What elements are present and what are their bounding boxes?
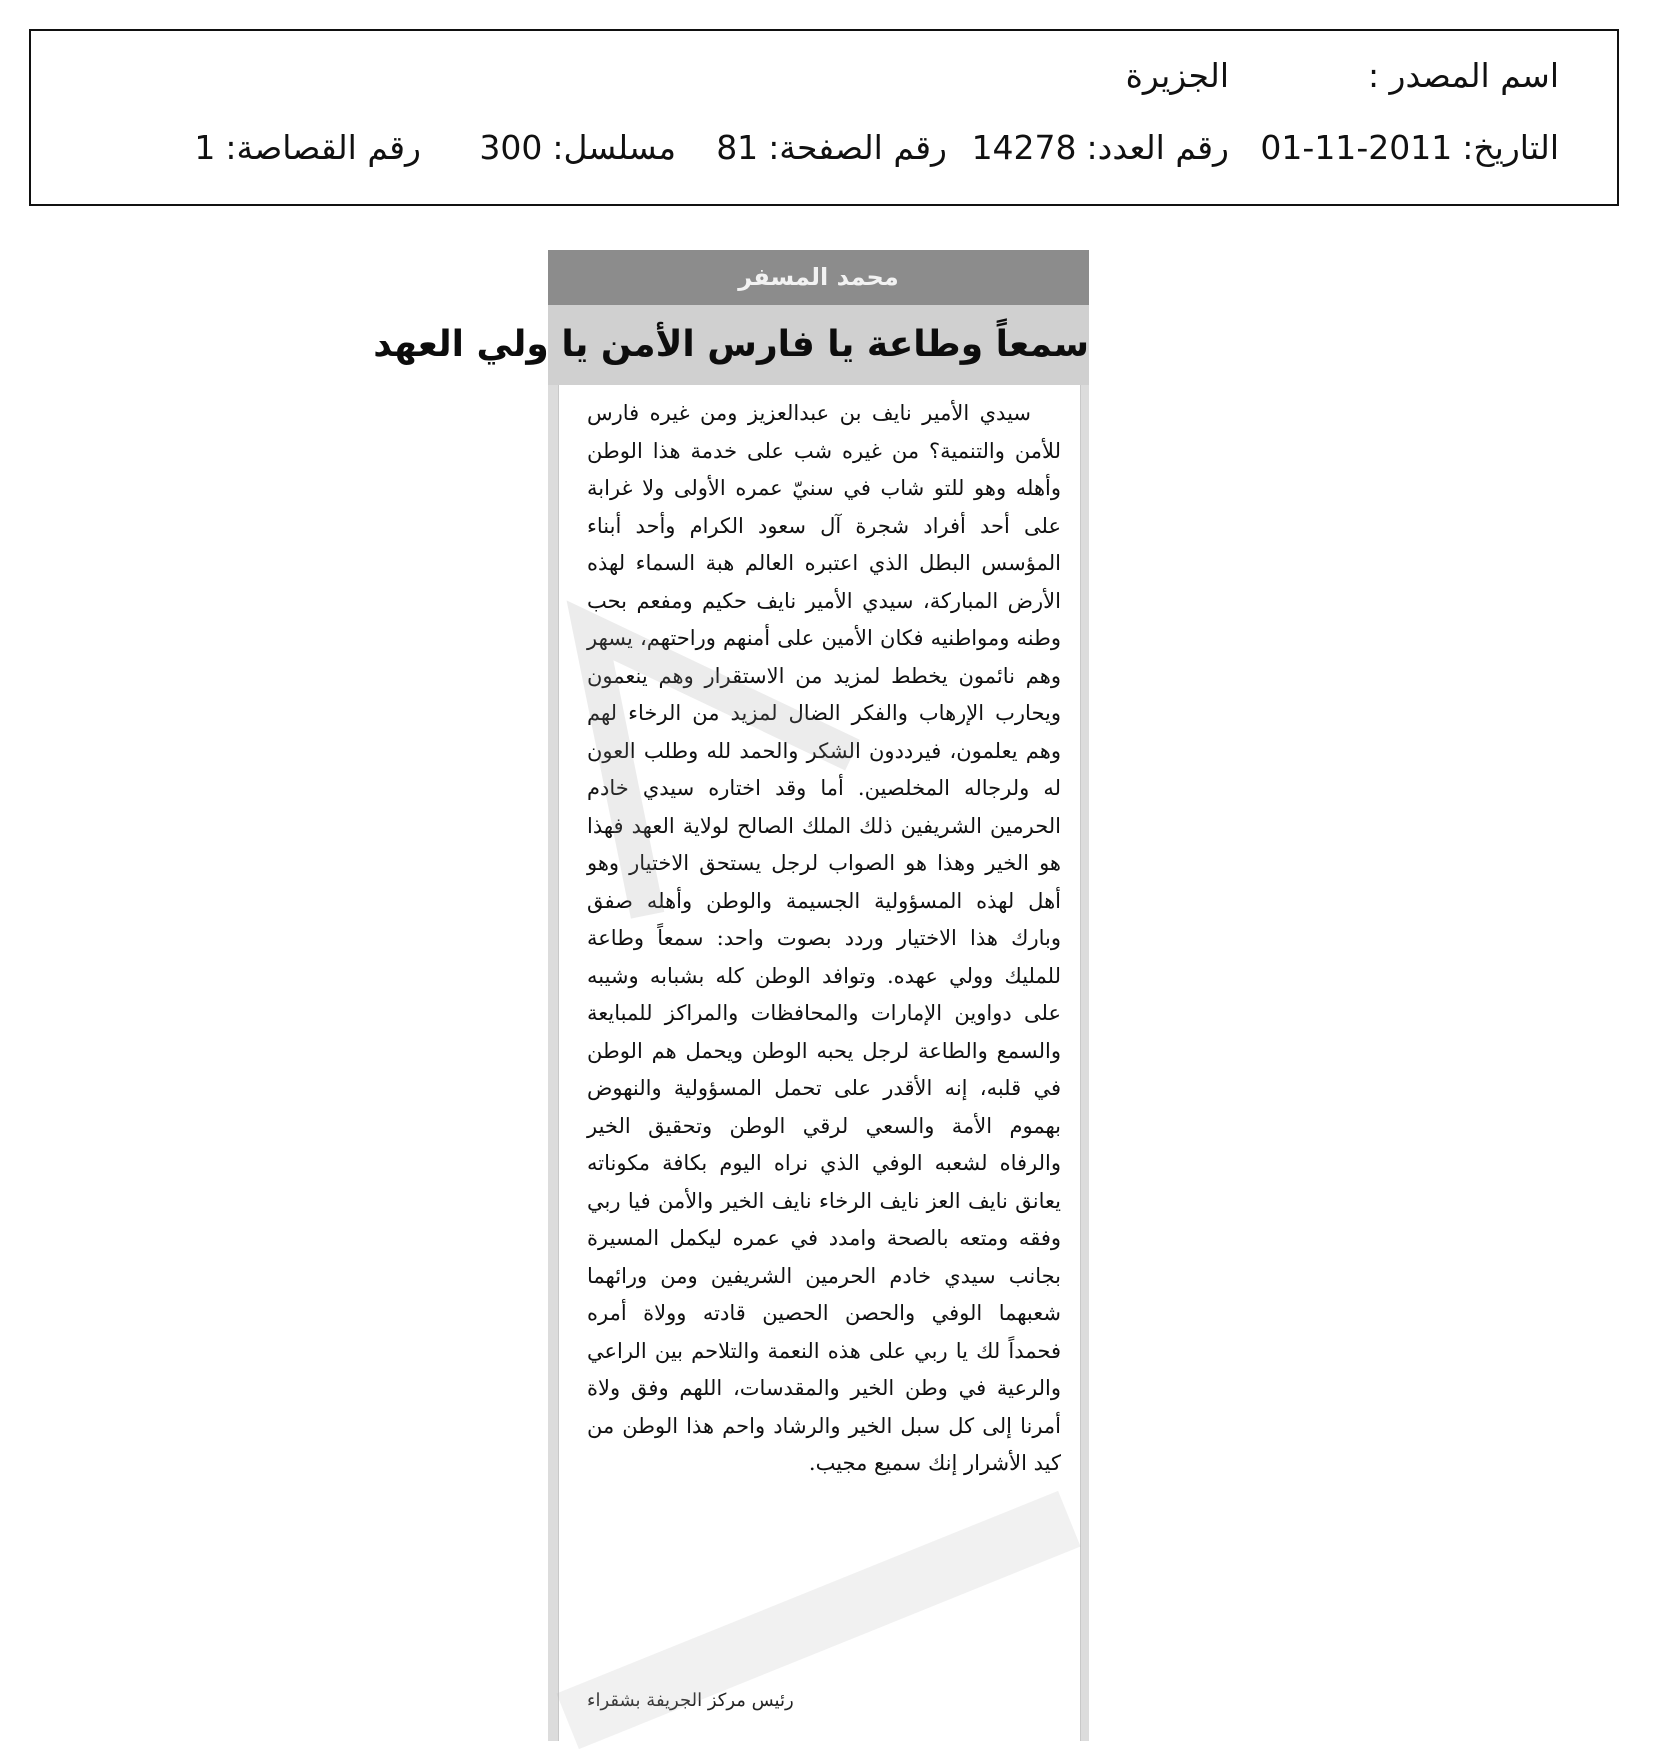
author-name: محمد المسفر — [548, 250, 1089, 305]
article-text — [587, 395, 1061, 1483]
page-field — [716, 128, 947, 167]
issue-label: رقم العدد: — [1086, 128, 1229, 167]
issue-value: 14278 — [971, 128, 1077, 167]
clipping-metadata-box — [29, 29, 1619, 206]
serial-label: مسلسل: — [552, 128, 676, 167]
author-signature: رئيس مركز الجريفة بشقراء — [587, 1690, 794, 1711]
serial-value: 300 — [479, 128, 543, 167]
source-label: اسم المصدر : — [1367, 56, 1559, 95]
article-paragraph: سيدي الأمير نايف بن عبدالعزيز ومن غيره فارس للأمن والتنمية؟ من غيره شب على خدمة هذا الوطن وأهله وهو للتو شاب في سنيّ عمره الأولى ولا غرابة على أحد أفراد شجرة آل سعود الكرام وأحد أبناء المؤسس البطل الذي اعتبره العالم هبة السماء لهذه الأرض المباركة، سيدي الأمير نايف حكيم ومفعم بحب وطنه ومواطنيه فكان الأمين على أمنهم وراحتهم، يسهر وهم نائمون يخطط لمزيد من الاستقرار وهم ينعمون ويحارب الإرهاب والفكر الضال لمزيد من الرخاء لهم وهم يعلمون، فيرددون الشكر والحمد لله وطلب العون له ولرجاله المخلصين. أما وقد اختاره سيدي خادم الحرمين الشريفين ذلك الملك الصالح لولاية العهد فهذا هو الخير وهذا هو الصواب لرجل يستحق الاختيار وهو أهل لهذه المسؤولية الجسيمة والوطن وأهله صفق وبارك هذا الاختيار وردد بصوت واحد: سمعاً وطاعة للمليك وولي عهده. وتوافد الوطن كله بشبابه وشيبه على دواوين الإمارات والمحافظات والمراكز للمبايعة والسمع والطاعة لرجل يحبه الوطن ويحمل هم الوطن في قلبه، إنه الأقدر على تحمل المسؤولية والنهوض بهموم الأمة والسعي لرقي الوطن وتحقيق الخير والرفاه لشعبه الوفي الذي نراه اليوم بكافة مكوناته يعانق نايف العز نايف الرخاء نايف الخير والأمن فيا ربي وفقه ومتعه بالصحة وامدد في عمره ليكمل المسيرة بجانب سيدي خادم الحرمين الشريفين ومن ورائهما شعبهما الوفي والحصن الحصين قادته وولاة أمره فحمداً لك يا ربي على هذه النعمة والتلاحم بين الراعي والرعية في وطن الخير والمقدسات، اللهم وفق ولاة أمرنا إلى كل سبل الخير والرشاد واحم هذا الوطن من كيد الأشرار إنك سميع مجيب. — [587, 401, 1062, 1475]
article-headline: سمعاً وطاعة يا فارس الأمن يا ولي العهد — [373, 324, 1089, 365]
headline-band — [373, 305, 1089, 385]
page-value: 81 — [716, 128, 759, 167]
date-label: التاريخ: — [1462, 128, 1559, 167]
page-label: رقم الصفحة: — [768, 128, 947, 167]
source-value: الجزيرة — [1125, 56, 1229, 95]
clipping-field — [194, 128, 421, 167]
newspaper-clipping — [373, 250, 1089, 1741]
clipping-label: رقم القصاصة: — [225, 128, 421, 167]
serial-field — [479, 128, 676, 167]
clipping-value: 1 — [194, 128, 216, 167]
date-field — [1260, 128, 1559, 167]
date-value: 2011-11-01 — [1260, 128, 1453, 167]
issue-field — [971, 128, 1229, 167]
